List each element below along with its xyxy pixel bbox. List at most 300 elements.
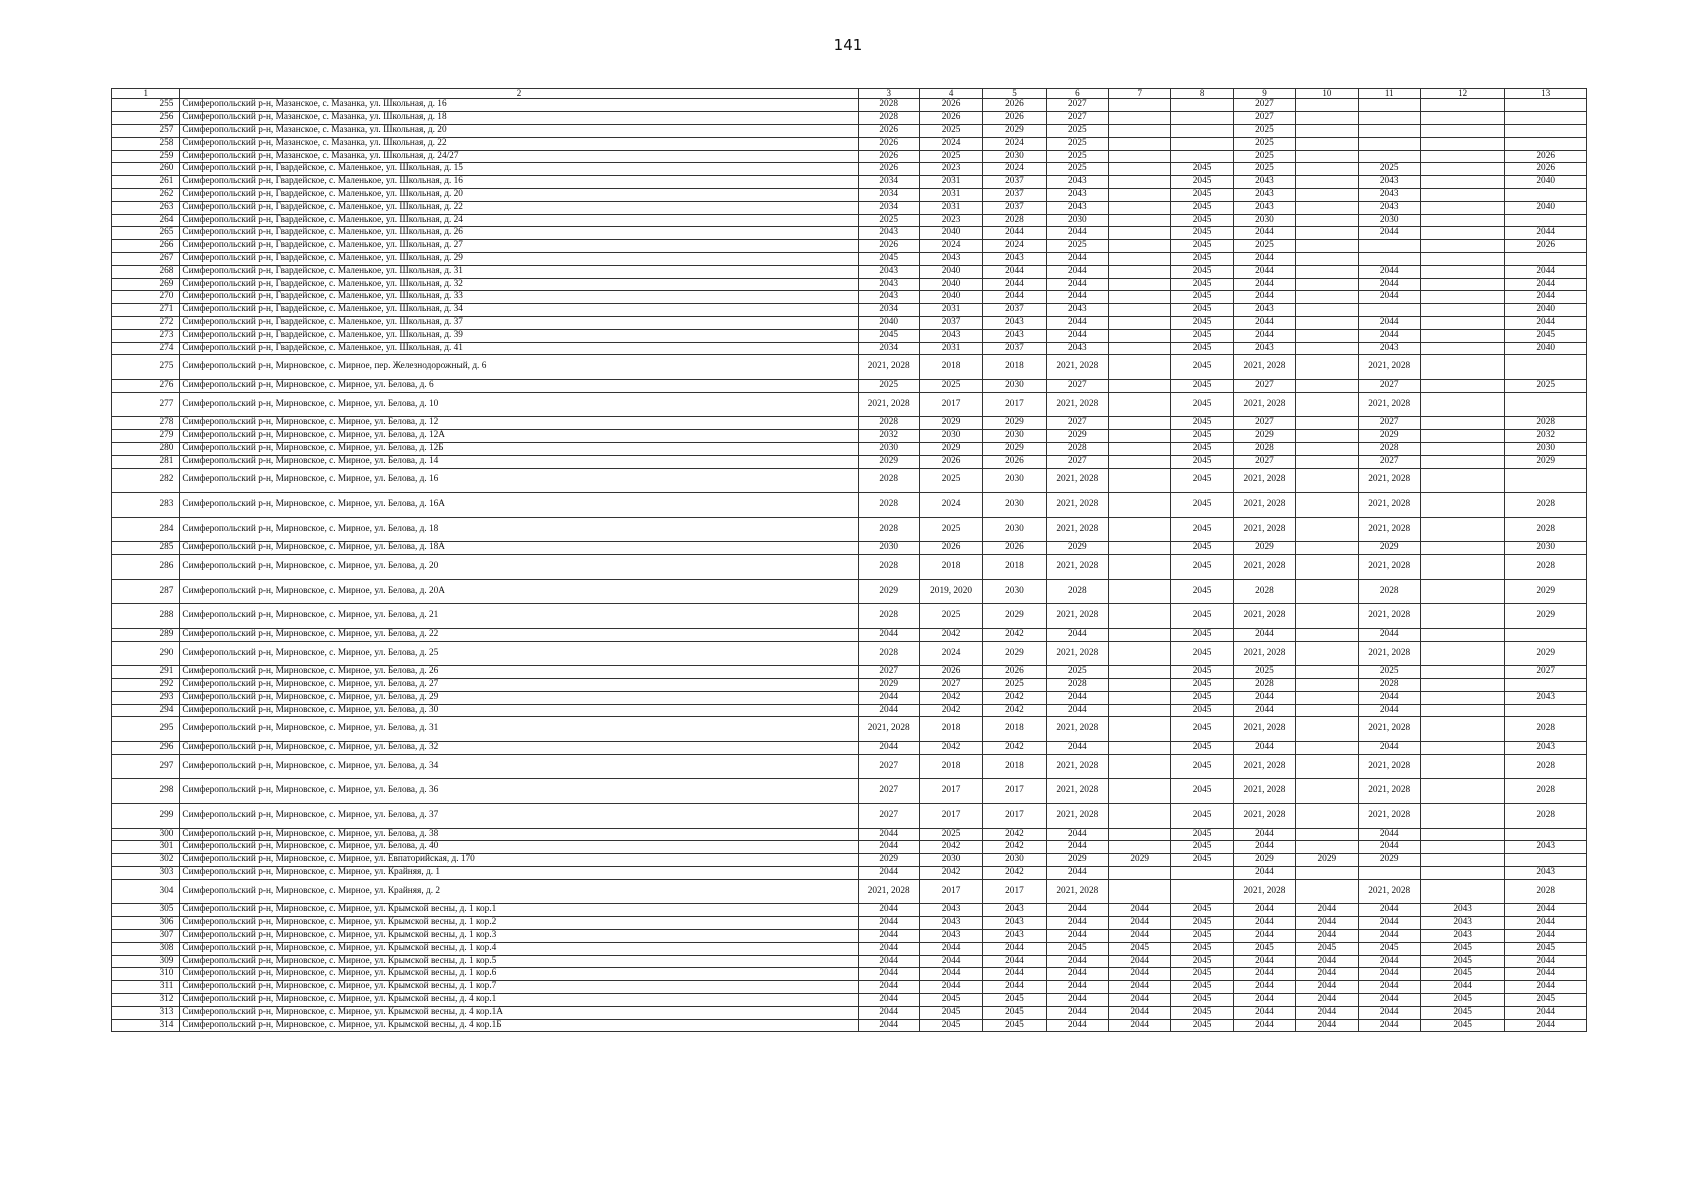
year-cell: 2044 [858,930,919,943]
table-row [112,555,1587,580]
year-cell: 2023 [919,214,982,227]
address-cell: Симферопольский р-н, Гвардейское, с. Маленькое, ул. Школьная, д. 37 [180,316,858,329]
year-cell: 2043 [1233,176,1295,189]
year-cell [1420,379,1505,392]
year-cell: 2042 [919,691,982,704]
table-header [112,89,1587,99]
year-cell: 2045 [1420,968,1505,981]
year-cell [1109,604,1171,629]
year-cell [1358,240,1420,253]
year-cell: 2026 [919,542,982,555]
year-cell [1109,379,1171,392]
year-cell: 2025 [919,125,982,138]
year-cell: 2040 [919,227,982,240]
year-cell: 2025 [858,214,919,227]
year-cell: 2044 [1046,227,1108,240]
year-cell [1109,579,1171,604]
year-cell [1296,430,1358,443]
year-cell: 2024 [919,641,982,666]
year-cell: 2037 [983,201,1046,214]
row-number: 299 [112,804,180,829]
year-cell: 2045 [1171,754,1233,779]
table-row [112,579,1587,604]
table-row [112,742,1587,755]
year-cell: 2045 [1171,240,1233,253]
year-cell: 2043 [858,227,919,240]
row-number: 314 [112,1019,180,1032]
address-cell: Симферопольский р-н, Мирновское, с. Мирное, ул. Белова, д. 32 [180,742,858,755]
column-header: 11 [1358,89,1420,99]
year-cell: 2045 [1171,342,1233,355]
address-cell: Симферопольский р-н, Мирновское, с. Мирное, ул. Белова, д. 22 [180,628,858,641]
year-cell [1420,754,1505,779]
year-cell [1296,189,1358,202]
year-cell [1296,163,1358,176]
table-row [112,430,1587,443]
year-cell: 2028 [1358,579,1420,604]
year-cell [1420,804,1505,829]
year-cell [1505,112,1587,125]
year-cell [1109,214,1171,227]
year-cell [1296,316,1358,329]
year-cell: 2040 [858,316,919,329]
year-cell: 2028 [1233,579,1295,604]
address-cell: Симферопольский р-н, Мирновское, с. Мирное, ул. Белова, д. 38 [180,828,858,841]
year-cell: 2044 [1358,628,1420,641]
table-row [112,468,1587,493]
table-row [112,542,1587,555]
year-cell: 2045 [1420,955,1505,968]
year-cell: 2030 [983,493,1046,518]
year-cell: 2027 [1046,455,1108,468]
row-number: 302 [112,854,180,867]
year-cell: 2037 [983,189,1046,202]
year-cell: 2044 [1233,1006,1295,1019]
year-cell: 2044 [1233,704,1295,717]
year-cell: 2045 [1171,779,1233,804]
year-cell: 2029 [1046,854,1108,867]
year-cell [1296,717,1358,742]
year-cell: 2017 [983,879,1046,904]
year-cell: 2025 [919,828,982,841]
year-cell: 2040 [1505,304,1587,317]
year-cell: 2043 [1233,304,1295,317]
year-cell: 2044 [1505,981,1587,994]
year-cell: 2043 [1358,342,1420,355]
table-row [112,176,1587,189]
year-cell [1109,316,1171,329]
year-cell: 2045 [1171,355,1233,380]
address-cell: Симферопольский р-н, Мирновское, с. Мирное, ул. Белова, д. 12Б [180,442,858,455]
year-cell [1420,176,1505,189]
row-number: 270 [112,291,180,304]
year-cell: 2026 [919,112,982,125]
year-cell [1296,691,1358,704]
year-cell: 2040 [919,265,982,278]
year-cell: 2028 [1046,579,1108,604]
year-cell [1420,392,1505,417]
year-cell: 2027 [1358,379,1420,392]
year-cell [1296,150,1358,163]
year-cell: 2044 [1505,1019,1587,1032]
year-cell [1109,517,1171,542]
row-number: 291 [112,666,180,679]
column-header: 10 [1296,89,1358,99]
year-cell: 2040 [919,291,982,304]
year-cell: 2026 [983,99,1046,112]
year-cell: 2030 [1046,214,1108,227]
year-cell [1296,201,1358,214]
year-cell: 2044 [858,841,919,854]
address-cell: Симферопольский р-н, Мирновское, с. Мирное, ул. Белова, д. 36 [180,779,858,804]
year-cell: 2021, 2028 [858,392,919,417]
year-cell: 2027 [1046,379,1108,392]
year-cell: 2043 [1358,189,1420,202]
table-row [112,779,1587,804]
year-cell: 2045 [919,994,982,1007]
year-cell [1109,329,1171,342]
year-cell: 2044 [1358,930,1420,943]
year-cell [1171,879,1233,904]
year-cell: 2021, 2028 [1358,804,1420,829]
year-cell: 2044 [919,955,982,968]
year-cell [1296,604,1358,629]
address-cell: Симферопольский р-н, Мирновское, с. Мирное, ул. Крымской весны, д. 1 кор.4 [180,942,858,955]
row-number: 313 [112,1006,180,1019]
row-number: 260 [112,163,180,176]
year-cell: 2045 [1171,604,1233,629]
year-cell: 2044 [1233,917,1295,930]
year-cell: 2045 [1420,994,1505,1007]
address-cell: Симферопольский р-н, Мазанское, с. Мазанка, ул. Школьная, д. 18 [180,112,858,125]
address-cell: Симферопольский р-н, Мирновское, с. Мирное, ул. Белова, д. 18 [180,517,858,542]
year-cell [1109,679,1171,692]
column-header: 4 [919,89,982,99]
table-row [112,189,1587,202]
page-number: 141 [833,36,863,54]
year-cell: 2021, 2028 [1358,754,1420,779]
year-cell [1171,867,1233,880]
year-cell: 2021, 2028 [1358,641,1420,666]
row-number: 277 [112,392,180,417]
table-row [112,99,1587,112]
year-cell: 2045 [1171,666,1233,679]
address-cell: Симферопольский р-н, Гвардейское, с. Маленькое, ул. Школьная, д. 26 [180,227,858,240]
year-cell [1420,291,1505,304]
table-row [112,804,1587,829]
address-cell: Симферопольский р-н, Мазанское, с. Мазанка, ул. Школьная, д. 24/27 [180,150,858,163]
year-cell: 2027 [1046,99,1108,112]
year-cell: 2031 [919,342,982,355]
year-cell [1420,201,1505,214]
year-cell: 2044 [1233,994,1295,1007]
year-cell: 2026 [983,112,1046,125]
year-cell: 2034 [858,304,919,317]
year-cell: 2044 [983,278,1046,291]
year-cell [1420,628,1505,641]
table-row [112,304,1587,317]
table-row [112,125,1587,138]
table-row [112,641,1587,666]
year-cell: 2021, 2028 [1233,468,1295,493]
year-cell [1109,355,1171,380]
year-cell [1296,493,1358,518]
year-cell [1420,879,1505,904]
year-cell: 2019, 2020 [919,579,982,604]
table-row [112,854,1587,867]
year-cell [1109,150,1171,163]
year-cell: 2021, 2028 [1046,604,1108,629]
year-cell: 2030 [983,150,1046,163]
year-cell: 2045 [858,329,919,342]
year-cell: 2029 [858,455,919,468]
column-header: 12 [1420,89,1505,99]
year-cell: 2030 [1505,542,1587,555]
address-cell: Симферопольский р-н, Мирновское, с. Мирное, ул. Крымской весны, д. 1 кор.6 [180,968,858,981]
table-body [112,99,1587,1032]
year-cell [1420,742,1505,755]
row-number: 259 [112,150,180,163]
year-cell: 2027 [1358,417,1420,430]
year-cell: 2026 [919,666,982,679]
year-cell: 2044 [858,628,919,641]
table-row [112,417,1587,430]
address-cell: Симферопольский р-н, Мирновское, с. Мирное, ул. Белова, д. 34 [180,754,858,779]
year-cell: 2030 [858,542,919,555]
table-row [112,942,1587,955]
year-cell [1420,442,1505,455]
year-cell: 2025 [1358,163,1420,176]
row-number: 297 [112,754,180,779]
year-cell: 2042 [919,704,982,717]
year-cell: 2027 [1233,455,1295,468]
address-cell: Симферопольский р-н, Мирновское, с. Мирное, ул. Белова, д. 10 [180,392,858,417]
year-cell [1296,579,1358,604]
address-cell: Симферопольский р-н, Мирновское, с. Мирное, ул. Белова, д. 20А [180,579,858,604]
year-cell: 2045 [1171,329,1233,342]
table-row [112,442,1587,455]
year-cell: 2045 [1171,227,1233,240]
year-cell: 2044 [1358,1019,1420,1032]
table-row [112,1019,1587,1032]
year-cell: 2026 [1505,240,1587,253]
year-cell: 2044 [1233,841,1295,854]
year-cell: 2018 [983,555,1046,580]
table-row [112,1006,1587,1019]
address-cell: Симферопольский р-н, Гвардейское, с. Маленькое, ул. Школьная, д. 29 [180,253,858,266]
year-cell: 2029 [858,679,919,692]
year-cell: 2027 [919,679,982,692]
year-cell: 2029 [858,854,919,867]
year-cell: 2028 [1505,754,1587,779]
year-cell: 2018 [919,717,982,742]
year-cell [1420,666,1505,679]
year-cell [1420,555,1505,580]
address-cell: Симферопольский р-н, Гвардейское, с. Маленькое, ул. Школьная, д. 16 [180,176,858,189]
year-cell: 2042 [919,628,982,641]
year-cell [1296,304,1358,317]
row-number: 283 [112,493,180,518]
year-cell [1109,163,1171,176]
year-cell [1358,99,1420,112]
year-cell: 2029 [983,442,1046,455]
year-cell: 2045 [919,1019,982,1032]
column-header: 7 [1109,89,1171,99]
row-number: 292 [112,679,180,692]
year-cell: 2037 [983,342,1046,355]
year-cell: 2043 [858,291,919,304]
year-cell: 2018 [983,717,1046,742]
row-number: 285 [112,542,180,555]
year-cell: 2044 [1296,994,1358,1007]
year-cell: 2045 [1420,1006,1505,1019]
year-cell: 2044 [1233,867,1295,880]
year-cell: 2044 [983,981,1046,994]
year-cell: 2044 [1046,742,1108,755]
year-cell: 2021, 2028 [1046,517,1108,542]
row-number: 287 [112,579,180,604]
year-cell: 2043 [1358,201,1420,214]
year-cell [1420,579,1505,604]
year-cell: 2043 [1046,189,1108,202]
year-cell: 2044 [1358,968,1420,981]
year-cell [1109,666,1171,679]
year-cell: 2025 [1046,666,1108,679]
address-cell: Симферопольский р-н, Мирновское, с. Мирное, ул. Белова, д. 25 [180,641,858,666]
year-cell [1109,137,1171,150]
year-cell: 2043 [983,253,1046,266]
year-cell: 2029 [983,417,1046,430]
year-cell: 2045 [1171,981,1233,994]
year-cell [1296,754,1358,779]
year-cell: 2044 [1296,930,1358,943]
year-cell: 2045 [1171,717,1233,742]
year-cell: 2045 [1171,930,1233,943]
year-cell: 2044 [1046,841,1108,854]
year-cell [1420,468,1505,493]
row-number: 295 [112,717,180,742]
table-row [112,754,1587,779]
year-cell: 2037 [983,176,1046,189]
year-cell: 2045 [1046,942,1108,955]
year-cell [1420,265,1505,278]
row-number: 265 [112,227,180,240]
table-row [112,379,1587,392]
year-cell: 2030 [983,854,1046,867]
year-cell: 2029 [983,604,1046,629]
address-cell: Симферопольский р-н, Мирновское, с. Мирное, ул. Белова, д. 14 [180,455,858,468]
row-number: 256 [112,112,180,125]
year-cell: 2029 [1505,579,1587,604]
year-cell [1505,214,1587,227]
year-cell: 2029 [1358,430,1420,443]
year-cell: 2043 [1233,189,1295,202]
year-cell [1420,112,1505,125]
year-cell: 2028 [1358,679,1420,692]
year-cell: 2026 [858,150,919,163]
year-cell: 2044 [858,691,919,704]
year-cell [1171,125,1233,138]
year-cell: 2044 [1505,265,1587,278]
year-cell [1109,779,1171,804]
table-row [112,355,1587,380]
year-cell: 2044 [1046,628,1108,641]
year-cell [1505,854,1587,867]
year-cell: 2044 [1358,291,1420,304]
year-cell: 2044 [1358,994,1420,1007]
year-cell: 2028 [858,493,919,518]
year-cell: 2029 [1505,604,1587,629]
year-cell: 2044 [1358,691,1420,704]
year-cell [1296,742,1358,755]
year-cell: 2025 [1046,163,1108,176]
year-cell: 2026 [858,163,919,176]
year-cell: 2044 [858,942,919,955]
year-cell: 2045 [858,253,919,266]
year-cell: 2040 [1505,176,1587,189]
table-row [112,904,1587,917]
year-cell: 2045 [1171,1006,1233,1019]
year-cell: 2045 [1171,804,1233,829]
year-cell: 2027 [1233,99,1295,112]
year-cell: 2021, 2028 [1358,392,1420,417]
year-cell [1109,742,1171,755]
year-cell: 2045 [1171,994,1233,1007]
year-cell: 2044 [1505,291,1587,304]
year-cell: 2021, 2028 [1358,468,1420,493]
address-cell: Симферопольский р-н, Мирновское, с. Мирное, пер. Железнодорожный, д. 6 [180,355,858,380]
year-cell: 2045 [1171,542,1233,555]
year-cell [1420,455,1505,468]
address-cell: Симферопольский р-н, Мирновское, с. Мирное, ул. Белова, д. 37 [180,804,858,829]
year-cell: 2044 [983,227,1046,240]
year-cell [1358,150,1420,163]
year-cell: 2026 [983,542,1046,555]
year-cell: 2027 [858,754,919,779]
year-cell: 2029 [919,417,982,430]
year-cell: 2044 [858,968,919,981]
year-cell [1420,493,1505,518]
row-number: 290 [112,641,180,666]
year-cell [1296,227,1358,240]
year-cell: 2026 [858,125,919,138]
year-cell: 2027 [1358,455,1420,468]
year-cell [1296,779,1358,804]
year-cell: 2029 [1358,542,1420,555]
year-cell [1505,253,1587,266]
year-cell [1420,355,1505,380]
table-row [112,493,1587,518]
year-cell [1296,265,1358,278]
year-cell [1420,717,1505,742]
year-cell [1109,455,1171,468]
year-cell: 2044 [1109,1006,1171,1019]
year-cell: 2017 [919,392,982,417]
year-cell: 2042 [983,628,1046,641]
table-row [112,879,1587,904]
address-cell: Симферопольский р-н, Мирновское, с. Мирное, ул. Крымской весны, д. 4 кор.1 [180,994,858,1007]
year-cell: 2027 [858,666,919,679]
address-cell: Симферопольский р-н, Мирновское, с. Мирное, ул. Крайняя, д. 1 [180,867,858,880]
address-cell: Симферопольский р-н, Гвардейское, с. Маленькое, ул. Школьная, д. 41 [180,342,858,355]
row-number: 300 [112,828,180,841]
year-cell: 2043 [919,253,982,266]
year-cell [1505,189,1587,202]
year-cell [1420,542,1505,555]
address-cell: Симферопольский р-н, Гвардейское, с. Маленькое, ул. Школьная, д. 34 [180,304,858,317]
year-cell: 2027 [1233,112,1295,125]
address-cell: Симферопольский р-н, Мирновское, с. Мирное, ул. Крайняя, д. 2 [180,879,858,904]
